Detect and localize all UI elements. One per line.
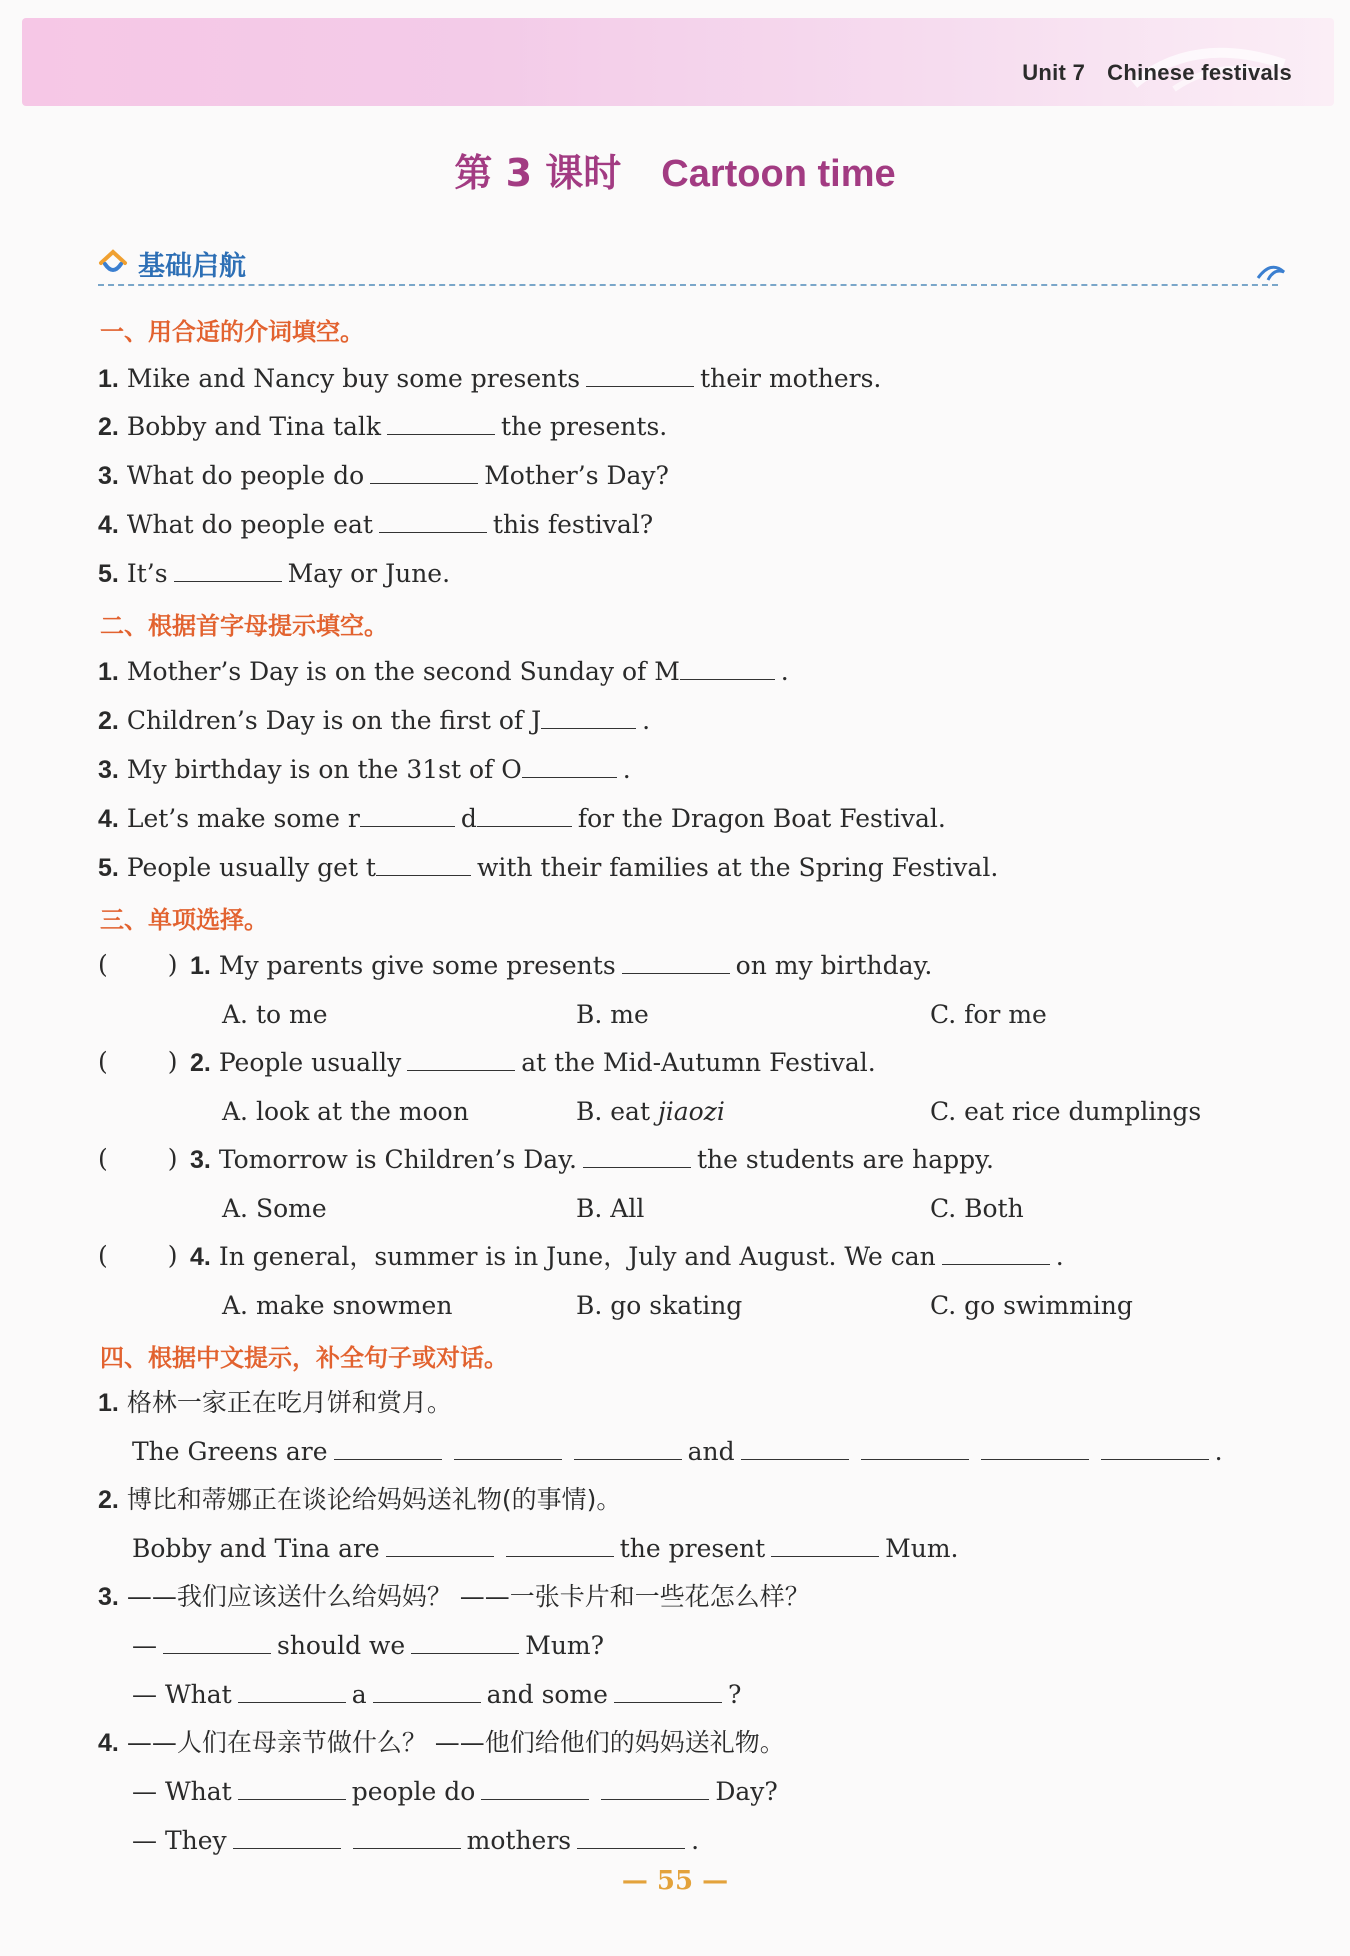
list-item: 3. My birthday is on the 31st of O . [98,755,631,784]
list-item: 5. It’s May or June. [98,559,451,588]
list-item: 3. What do people do Mother’s Day? [98,461,669,490]
answer-blank[interactable] [353,1824,461,1849]
question: 4. In general，summer is in June，July and August. We can . [190,1242,1064,1271]
answer-blank[interactable] [454,1435,562,1460]
answer-blank[interactable] [233,1824,341,1849]
answer-paren[interactable]: ( ) [98,950,178,979]
answer-blank[interactable] [942,1240,1050,1265]
answer-blank[interactable] [387,410,495,435]
answer-blank[interactable] [360,802,455,827]
list-item: 3. ——我们应该送什么给妈妈？ ——一张卡片和一些花怎么样？ [98,1582,810,1611]
answer-line: — What a and some ? [132,1680,742,1709]
question: 2. People usually at the Mid-Autumn Festival. [190,1048,876,1077]
answer-line: — What people do Day? [132,1777,778,1806]
list-item: 2. Children’s Day is on the first of J . [98,706,651,735]
answer-blank[interactable] [601,1775,709,1800]
page-title [0,142,1350,197]
question: 1. My parents give some presents on my birthday. [190,951,933,980]
unit-label [1022,60,1292,86]
list-item: 4. What do people eat this festival? [98,510,654,539]
part4-title: 四、根据中文提示，补全句子或对话。 [100,1344,508,1372]
list-item: 4. ——人们在母亲节做什么？ ——他们给他们的妈妈送礼物。 [98,1728,785,1757]
answer-blank[interactable] [411,1629,519,1654]
answer-blank[interactable] [238,1678,346,1703]
option-a[interactable]: A. look at the moon [222,1097,469,1126]
answer-blank[interactable] [771,1532,879,1557]
section-header [98,244,1278,286]
list-item: 5. People usually get t with their families at the Spring Festival. [98,853,999,882]
page-number: — 55 — [621,1866,729,1896]
answer-blank[interactable] [238,1775,346,1800]
answer-blank[interactable] [481,1775,589,1800]
option-c[interactable]: C. go swimming [930,1291,1133,1320]
answer-blank[interactable] [583,1143,691,1168]
list-item: 1. Mother’s Day is on the second Sunday of M . [98,657,789,686]
answer-blank[interactable] [622,949,730,974]
option-a[interactable]: A. make snowmen [222,1291,453,1320]
answer-paren[interactable]: ( ) [98,1241,178,1270]
part1-title: 一、用合适的介词填空。 [100,318,364,346]
title-cn: 第 3 课时 [454,151,622,195]
unit-topic: Chinese festivals [1107,60,1292,85]
answer-blank[interactable] [376,851,471,876]
answer-blank[interactable] [370,459,478,484]
part2-title: 二、根据首字母提示填空。 [100,612,388,640]
answer-line: — They mothers . [132,1826,700,1855]
answer-blank[interactable] [386,1532,494,1557]
option-b[interactable]: B. go skating [576,1291,743,1320]
answer-blank[interactable] [163,1629,271,1654]
answer-line: The Greens are and . [132,1437,1223,1466]
answer-blank[interactable] [577,1824,685,1849]
answer-blank[interactable] [861,1435,969,1460]
answer-blank[interactable] [174,557,282,582]
unit-number: Unit 7 [1022,60,1086,85]
list-item: 2. 博比和蒂娜正在谈论给妈妈送礼物(的事情)。 [98,1485,622,1514]
answer-blank[interactable] [506,1532,614,1557]
house-icon [98,248,128,278]
answer-blank[interactable] [614,1678,722,1703]
answer-blank[interactable] [379,508,487,533]
option-b[interactable]: B. me [576,1000,649,1029]
option-b[interactable]: B. All [576,1194,645,1223]
question: 3. Tomorrow is Children’s Day. the students are happy. [190,1145,994,1174]
option-a[interactable]: A. Some [222,1194,327,1223]
list-item: 1. 格林一家正在吃月饼和赏月。 [98,1388,452,1417]
answer-blank[interactable] [334,1435,442,1460]
answer-paren[interactable]: ( ) [98,1144,178,1173]
option-b[interactable]: B. eat jiaozi [576,1097,725,1126]
answer-blank[interactable] [741,1435,849,1460]
answer-paren[interactable]: ( ) [98,1047,178,1076]
section-title: 基础启航 [138,251,246,282]
answer-blank[interactable] [477,802,572,827]
answer-blank[interactable] [586,362,694,387]
list-item: 2. Bobby and Tina talk the presents. [98,412,668,441]
option-a[interactable]: A. to me [222,1000,328,1029]
answer-blank[interactable] [541,704,636,729]
title-en: Cartoon time [661,153,896,195]
option-c[interactable]: C. for me [930,1000,1047,1029]
answer-blank[interactable] [407,1046,515,1071]
answer-blank[interactable] [522,753,617,778]
answer-blank[interactable] [981,1435,1089,1460]
list-item: 4. Let’s make some r d for the Dragon Boat Festival. [98,804,946,833]
option-c[interactable]: C. Both [930,1194,1024,1223]
answer-blank[interactable] [373,1678,481,1703]
answer-line: — should we Mum? [132,1631,605,1660]
answer-blank[interactable] [574,1435,682,1460]
swirl-icon [1256,258,1286,284]
answer-blank[interactable] [680,655,775,680]
option-c[interactable]: C. eat rice dumplings [930,1097,1202,1126]
list-item: 1. Mike and Nancy buy some presents their mothers. [98,364,882,393]
answer-line: Bobby and Tina are the present Mum. [132,1534,959,1563]
answer-blank[interactable] [1101,1435,1209,1460]
part3-title: 三、单项选择。 [100,906,268,934]
